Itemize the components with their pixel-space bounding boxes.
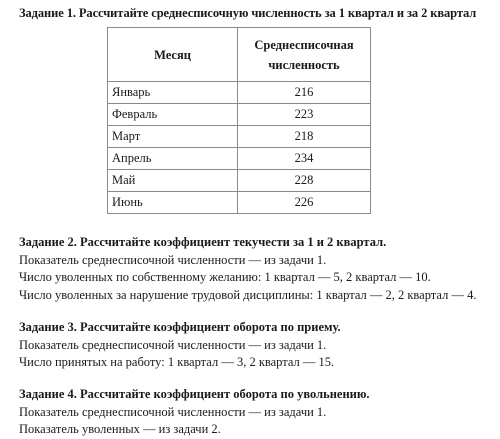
task4-line: Показатель среднесписочной численности — из задачи 1. [19,404,327,419]
header-month: Месяц [108,28,238,82]
row-month: Апрель [108,148,238,170]
task2-line: Число уволенных по собственному желанию: 1 квартал — 5, 2 квартал — 10. [19,270,431,284]
table-row [108,192,371,214]
row-month: Февраль [108,104,238,126]
header-headcount-line2: численность [268,57,340,72]
task4-block [19,386,370,439]
task3-heading: Задание 3. Рассчитайте коэффициент оборота по приему. [19,320,341,334]
task4-heading: Задание 4. Рассчитайте коэффициент оборота по увольнению. [19,387,370,401]
row-value: 223 [238,104,371,126]
table-row [108,148,371,170]
task1-title: Задание 1. Рассчитайте среднесписочную численность за 1 квартал и за 2 квартал [19,6,477,20]
headcount-table [107,27,371,214]
table-row [108,104,371,126]
task2-block [19,234,476,304]
table-row [108,82,371,104]
task2-line: Число уволенных за нарушение трудовой дисциплины: 1 квартал — 2, 2 квартал — 4. [19,287,477,302]
header-headcount-line1: Среднесписочная [254,37,354,52]
task3-line: Число принятых на работу: 1 квартал — 3, 2 квартал — 15. [19,355,335,369]
row-month: Март [108,126,238,148]
row-value: 218 [238,126,371,148]
header-headcount [238,28,371,82]
task2-line: Показатель среднесписочной численности — из задачи 1. [19,252,327,267]
task4-line: Показатель уволенных — из задачи 2. [19,422,221,436]
table-row [108,170,371,192]
row-month: Июнь [108,192,238,214]
task3-line: Показатель среднесписочной численности — из задачи 1. [19,337,327,352]
table-row [108,126,371,148]
row-value: 216 [238,82,371,104]
row-month: Май [108,170,238,192]
table-header-row [108,28,371,82]
row-value: 226 [238,192,371,214]
task2-heading: Задание 2. Рассчитайте коэффициент текучести за 1 и 2 квартал. [19,235,387,249]
row-value: 228 [238,170,371,192]
task3-block [19,319,341,372]
row-month: Январь [108,82,238,104]
row-value: 234 [238,148,371,170]
